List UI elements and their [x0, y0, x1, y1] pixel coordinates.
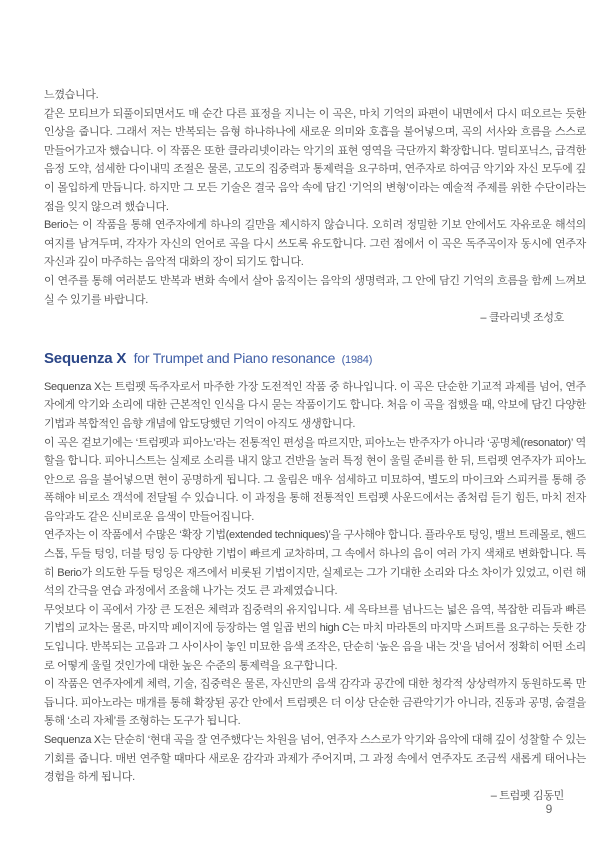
paragraph: 이 곡은 겉보기에는 ‘트럼펫과 피아노’라는 전통적인 편성을 따르지만, 피아노는 반주자가 아니라 ‘공명체(resonator)’ 역할을 합니다. 피아니스트는 실제로 소리를 내지 않고 건반을 눌러 특정 현이 울릴 준비를 한 뒤, 트럼펫 연주자가 피아노 안으로 음을 불어넣으면 현이 공명하게 됩니다. 그 울림은 매우 섬세하고 미묘하여, 별도의 마이크와 스피커를 통해 증폭해야 비로소 객석에 전달될 수 있습니다. 이 과정을 통해 전통적인 트럼펫 사운드에서는 좀처럼 듣기 힘든, 마치 전자음악과도 같은 신비로운 음색이 만들어집니다.	[44, 436, 586, 523]
paragraph: 같은 모티브가 되풀이되면서도 매 순간 다른 표정을 지니는 이 곡은, 마치 기억의 파편이 내면에서 다시 떠오르는 듯한 인상을 줍니다. 그래서 저는 반복되는 음형 하나하나에 새로운 의미와 호흡을 불어넣으며, 곡의 서사와 흐름을 스스로 만들어가고자 했습니다. 이 작품은 또한 클라리넷이라는 악기의 표현 영역을 극단까지 확장합니다. 멀티포닉스, 급격한 음정 도약, 섬세한 다이내믹 조절은 물론, 고도의 집중력과 통제력을 요구하며, 연주자로 하여금 악기와 자신 모두에 깊이 몰입하게 만듭니다. 하지만 그 모든 기술은 결국 음악 속에 담긴 ‘기억의 변형’이라는 예술적 주제를 위한 수단이라는 점을 잊지 않으려 했습니다.	[44, 107, 586, 213]
paragraph: Sequenza X는 단순히 ‘현대 곡을 잘 연주했다’는 차원을 넘어, 연주자 스스로가 악기와 음악에 대해 깊이 성찰할 수 있는 기회를 줍니다. 매번 연주할 때마다 새로운 감각과 과제가 주어지며, 그 과정 속에서 연주자도 조금씩 새롭게 태어나는 경험을 하게 됩니다.	[44, 734, 586, 784]
paragraph: 무엇보다 이 곡에서 가장 큰 도전은 체력과 집중력의 유지입니다. 세 옥타브를 넘나드는 넓은 음역, 복잡한 리듬과 빠른 기법의 교차는 물론, 마지막 페이지에 등장하는 열 일곱 번의 high C는 마치 마라톤의 마지막 스퍼트를 요구하는 듯한 강도입니다. 반복되는 고음과 그 사이사이 놓인 미묘한 음색 조작은, 단순히 ‘높은 음을 내는 것’을 넘어서 정확히 어떤 소리로 어떻게 울릴 것인가에 대한 높은 수준의 통제력을 요구합니다.	[44, 603, 586, 672]
piece-subtitle: for Trumpet and Piano resonance	[133, 349, 336, 366]
paragraph: 연주자는 이 작품에서 수많은 ‘확장 기법(extended techniques)’을 구사해야 합니다. 플라우토 텅잉, 밸브 트레몰로, 핸드 스톱, 두들 텅잉, 더블 텅잉 등 다양한 기법이 빠르게 교차하며, 그 속에서 하나의 음이 여러 가지 색채로 변화합니다. 특히 Berio가 의도한 두들 텅잉은 재즈에서 비롯된 기법이지만, 실제로는 그가 기대한 소리와 다소 차이가 있었고, 이런 해석의 간극을 연습 과정에서 조율해 나가는 것도 큰 과제였습니다.	[44, 529, 586, 598]
author-signature: – 클라리넷 조성호	[480, 312, 564, 325]
section-heading	[44, 349, 586, 369]
paragraph: 이 연주를 통해 여러분도 반복과 변화 속에서 살아 움직이는 음악의 생명력과, 그 안에 담긴 기억의 흐름을 함께 느껴보실 수 있기를 바랍니다.	[44, 274, 586, 306]
paragraph: 느꼈습니다.	[44, 89, 99, 101]
paragraph: Sequenza X는 트럼펫 독주자로서 마주한 가장 도전적인 작품 중 하나입니다. 이 곡은 단순한 기교적 과제를 넘어, 연주자에게 악기와 소리에 대한 근본적인 인식을 다시 묻는 작품이기도 합니다. 처음 이 곡을 접했을 때, 악보에 담긴 다양한 기법과 복합적인 음향 개념에 압도당했던 기억이 아직도 생생합니다.	[44, 380, 586, 430]
page-content	[44, 86, 586, 805]
page-number: 9	[545, 802, 553, 816]
piece-year: (1984)	[341, 353, 373, 366]
trumpet-program-note	[44, 349, 586, 806]
paragraph: Berio는 이 작품을 통해 연주자에게 하나의 길만을 제시하지 않습니다. 오히려 정밀한 기보 안에서도 자유로운 해석의 여지를 남겨두며, 각자가 자신의 언어로 곡을 다시 쓰도록 유도합니다. 그런 점에서 이 곡은 독주곡이자 동시에 연주자 자신과 깊이 마주하는 음악적 대화의 장이 되기도 합니다.	[44, 219, 586, 269]
piece-title: Sequenza X	[44, 349, 127, 367]
author-signature: – 트럼펫 김동민	[490, 789, 564, 802]
clarinet-program-note	[44, 86, 586, 328]
paragraph: 이 작품은 연주자에게 체력, 기술, 집중력은 물론, 자신만의 음색 감각과 공간에 대한 청각적 상상력까지 동원하도록 만듭니다. 피아노라는 매개를 통해 확장된 공간 안에서 트럼펫은 더 이상 단순한 금관악기가 아니라, 진동과 공명, 숨결을 통해 ‘소리 자체’를 조형하는 도구가 됩니다.	[44, 678, 586, 728]
